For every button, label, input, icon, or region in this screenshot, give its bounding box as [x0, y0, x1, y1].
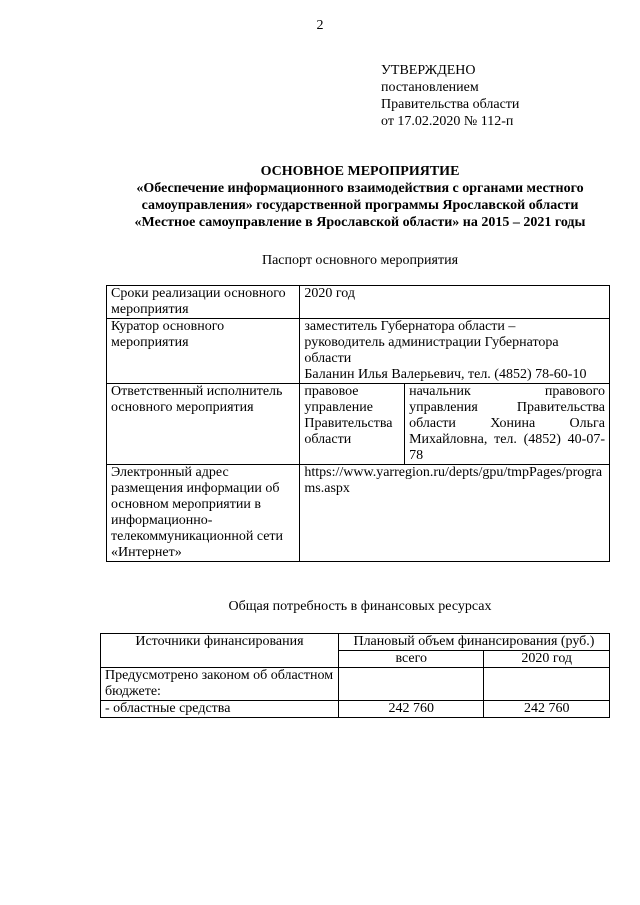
table-row	[107, 465, 610, 562]
curator-label: Куратор основного мероприятия	[107, 319, 300, 384]
approval-line-3: Правительства области	[381, 97, 520, 112]
curator-line-4: Баланин Илья Валерьевич, тел. (4852) 78-60-10	[304, 367, 587, 382]
curator-line-3: области	[304, 351, 352, 366]
table-row	[101, 701, 610, 718]
curator-value	[300, 319, 610, 384]
finance-heading: Общая потребность в финансовых ресурсах	[228, 599, 492, 614]
passport-table	[106, 285, 610, 562]
approval-stamp	[381, 62, 621, 130]
title-line-1: ОСНОВНОЕ МЕРОПРИЯТИЕ	[260, 164, 460, 179]
passport-heading: Паспорт основного мероприятия	[261, 253, 459, 268]
executor-label: Ответственный исполнитель основного мероприятия	[107, 384, 300, 465]
col-planned: Плановый объем финансирования (руб.)	[338, 634, 609, 651]
row1-label: Предусмотрено законом об областном бюджете:	[101, 668, 339, 701]
email-value: https://www.yarregion.ru/depts/gpu/tmpPages/programs.aspx	[300, 465, 610, 562]
page-number: 2	[316, 18, 324, 33]
title-line-3: самоуправления» государственной программы Ярославской области	[141, 198, 579, 213]
col-total: всего	[338, 651, 484, 668]
table-row	[107, 384, 610, 465]
approval-line-4: от 17.02.2020 № 112-п	[381, 114, 514, 129]
col-sources: Источники финансирования	[101, 634, 339, 668]
curator-line-2: руководитель администрации Губернатора	[304, 335, 559, 350]
table-row	[107, 286, 610, 319]
row2-total: 242 760	[338, 701, 484, 718]
executor-dept: правовое управление Правительства области	[300, 384, 405, 465]
finance-table	[100, 633, 610, 718]
approval-line-1: УТВЕРЖДЕНО	[381, 63, 476, 78]
terms-value: 2020 год	[300, 286, 610, 319]
title-line-4: «Местное самоуправление в Ярославской области» на 2015 – 2021 годы	[134, 215, 586, 230]
row2-year: 242 760	[484, 701, 610, 718]
document-title	[90, 163, 630, 231]
title-line-2: «Обеспечение информационного взаимодействия с органами местного	[136, 181, 584, 196]
row1-total	[338, 668, 484, 701]
row1-year	[484, 668, 610, 701]
col-year: 2020 год	[484, 651, 610, 668]
terms-label: Сроки реализации основного мероприятия	[107, 286, 300, 319]
row2-label: - областные средства	[101, 701, 339, 718]
email-label: Электронный адрес размещения информации об основном мероприятии в информационно-телекоммуникационной сети «Интернет»	[107, 465, 300, 562]
approval-line-2: постановлением	[381, 80, 479, 95]
table-row	[101, 668, 610, 701]
table-row	[101, 634, 610, 651]
table-row	[107, 319, 610, 384]
executor-person: начальник правового управления Правительства области Хонина Ольга Михайловна, тел. (4852) 40-07-78	[405, 384, 610, 465]
curator-line-1: заместитель Губернатора области –	[304, 319, 516, 334]
